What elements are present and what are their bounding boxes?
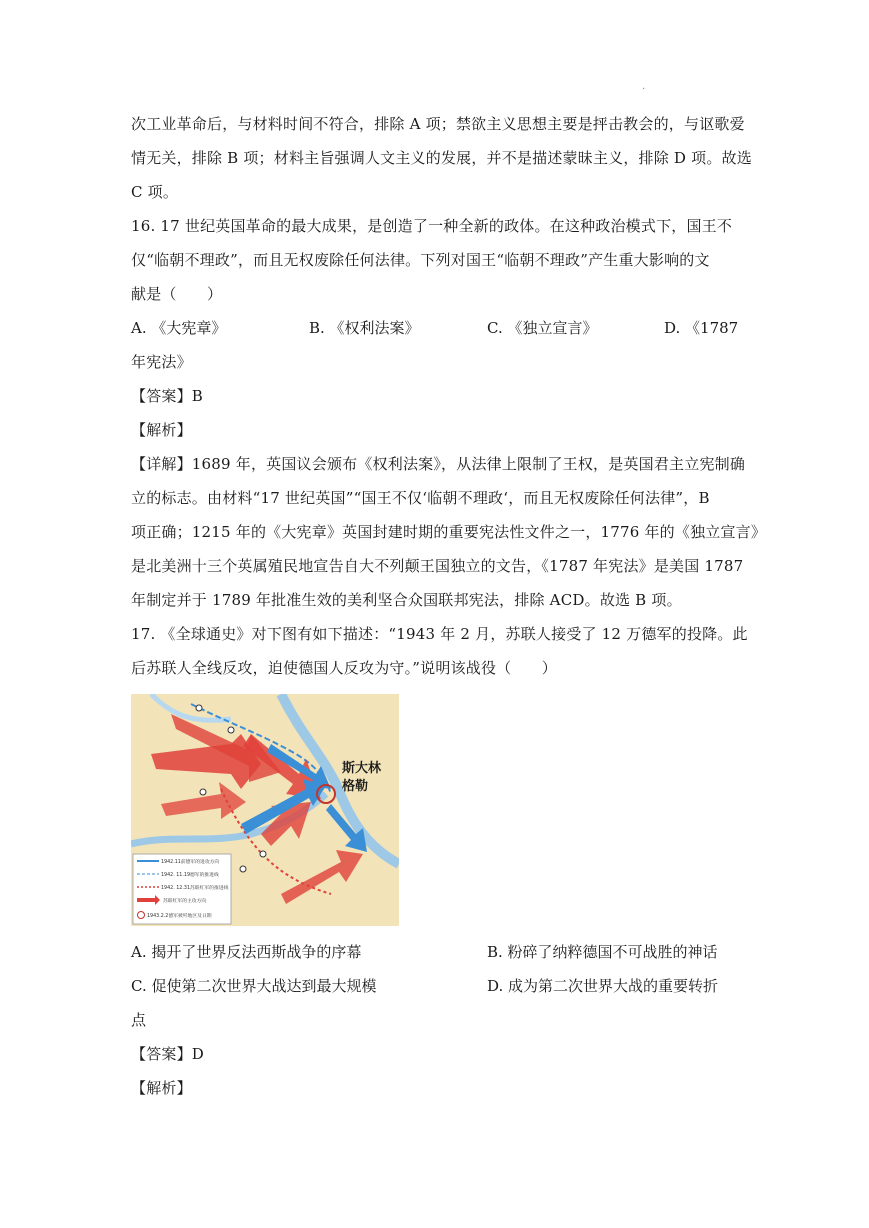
stalingrad-battle-map bbox=[131, 694, 399, 926]
page-mark: · bbox=[642, 84, 646, 95]
q17-option-d-cont: 点 bbox=[131, 1011, 147, 1029]
city-mark bbox=[200, 789, 206, 795]
legend-entry: 1942.11前德军的进攻方向 bbox=[161, 860, 220, 865]
q17-option-d: D. 成为第二次世界大战的重要转折 bbox=[487, 977, 719, 995]
legend-entry: 1943.2.2德军被歼地区及日期 bbox=[147, 914, 212, 919]
q16-option-c: C. 《独立宣言》 bbox=[487, 319, 598, 337]
q17-option-a: A. 揭开了世界反法西斯战争的序幕 bbox=[131, 943, 362, 961]
question-16-stem: 16. 17 世纪英国革命的最大成果，是创造了一种全新的政体。在这种政治模式下，国王不 bbox=[131, 217, 733, 235]
q17-option-b: B. 粉碎了纳粹德国不可战胜的神话 bbox=[487, 943, 718, 961]
q16-detail: 是北美洲十三个英属殖民地宣告自大不列颠王国独立的文告，《1787 年宪法》是美国 1787 bbox=[131, 557, 744, 575]
q16-detail: 项正确；1215 年的《大宪章》英国封建时期的重要宪法性文件之一，1776 年的《独立宣言》 bbox=[131, 523, 767, 541]
question-16-stem: 仅“临朝不理政”，而且无权废除任何法律。下列对国王“临朝不理政”产生重大影响的文 bbox=[131, 251, 710, 269]
legend-entry: 苏联红军的主攻方向 bbox=[163, 899, 207, 904]
q16-option-a: A. 《大宪章》 bbox=[131, 319, 227, 337]
text-line: C 项。 bbox=[131, 183, 179, 201]
text-line: 情无关，排除 B 项；材料主旨强调人文主义的发展，并不是描述蒙昧主义，排除 D 项。故选 bbox=[131, 149, 752, 167]
q16-option-d-cont: 年宪法》 bbox=[131, 353, 192, 371]
question-17-stem: 17. 《全球通史》对下图有如下描述：“1943 年 2 月，苏联人接受了 12 万德军的投降。此 bbox=[131, 625, 748, 643]
q16-detail: 【详解】1689 年，英国议会颁布《权利法案》，从法律上限制了王权，是英国君主立宪制确 bbox=[131, 455, 746, 473]
q17-option-c: C. 促使第二次世界大战达到最大规模 bbox=[131, 977, 377, 995]
battle-map-svg bbox=[131, 694, 399, 926]
city-label: 斯大林 bbox=[342, 761, 382, 776]
text-line: 次工业革命后，与材料时间不符合，排除 A 项；禁欲主义思想主要是抨击教会的，与讴歌爱 bbox=[131, 115, 745, 133]
question-16-stem: 献是（ ） bbox=[131, 285, 223, 303]
city-mark bbox=[228, 727, 234, 733]
q16-answer: 【答案】B bbox=[131, 387, 204, 405]
q17-answer: 【答案】D bbox=[131, 1045, 205, 1063]
city-mark bbox=[240, 866, 246, 872]
question-17-stem: 后苏联人全线反攻，迫使德国人反攻为守。”说明该战役（ ） bbox=[131, 659, 557, 677]
q17-analysis-label: 【解析】 bbox=[131, 1079, 192, 1097]
q16-option-b: B. 《权利法案》 bbox=[309, 319, 420, 337]
q16-detail: 年制定并于 1789 年批准生效的美利坚合众国联邦宪法，排除 ACD。故选 B 项。 bbox=[131, 591, 682, 609]
q16-option-d: D. 《1787 bbox=[664, 319, 739, 337]
city-label: 格勒 bbox=[342, 779, 369, 794]
legend-entry: 1942. 11.19德军的推进线 bbox=[161, 873, 219, 878]
city-mark bbox=[196, 705, 202, 711]
q16-detail: 立的标志。由材料“17 世纪英国”“国王不仅‘临朝不理政‘，而且无权废除任何法律”，B bbox=[131, 489, 710, 507]
legend-entry: 1942. 12.31苏联红军的推进线 bbox=[161, 886, 229, 891]
city-mark bbox=[260, 851, 266, 857]
q16-analysis-label: 【解析】 bbox=[131, 421, 192, 439]
